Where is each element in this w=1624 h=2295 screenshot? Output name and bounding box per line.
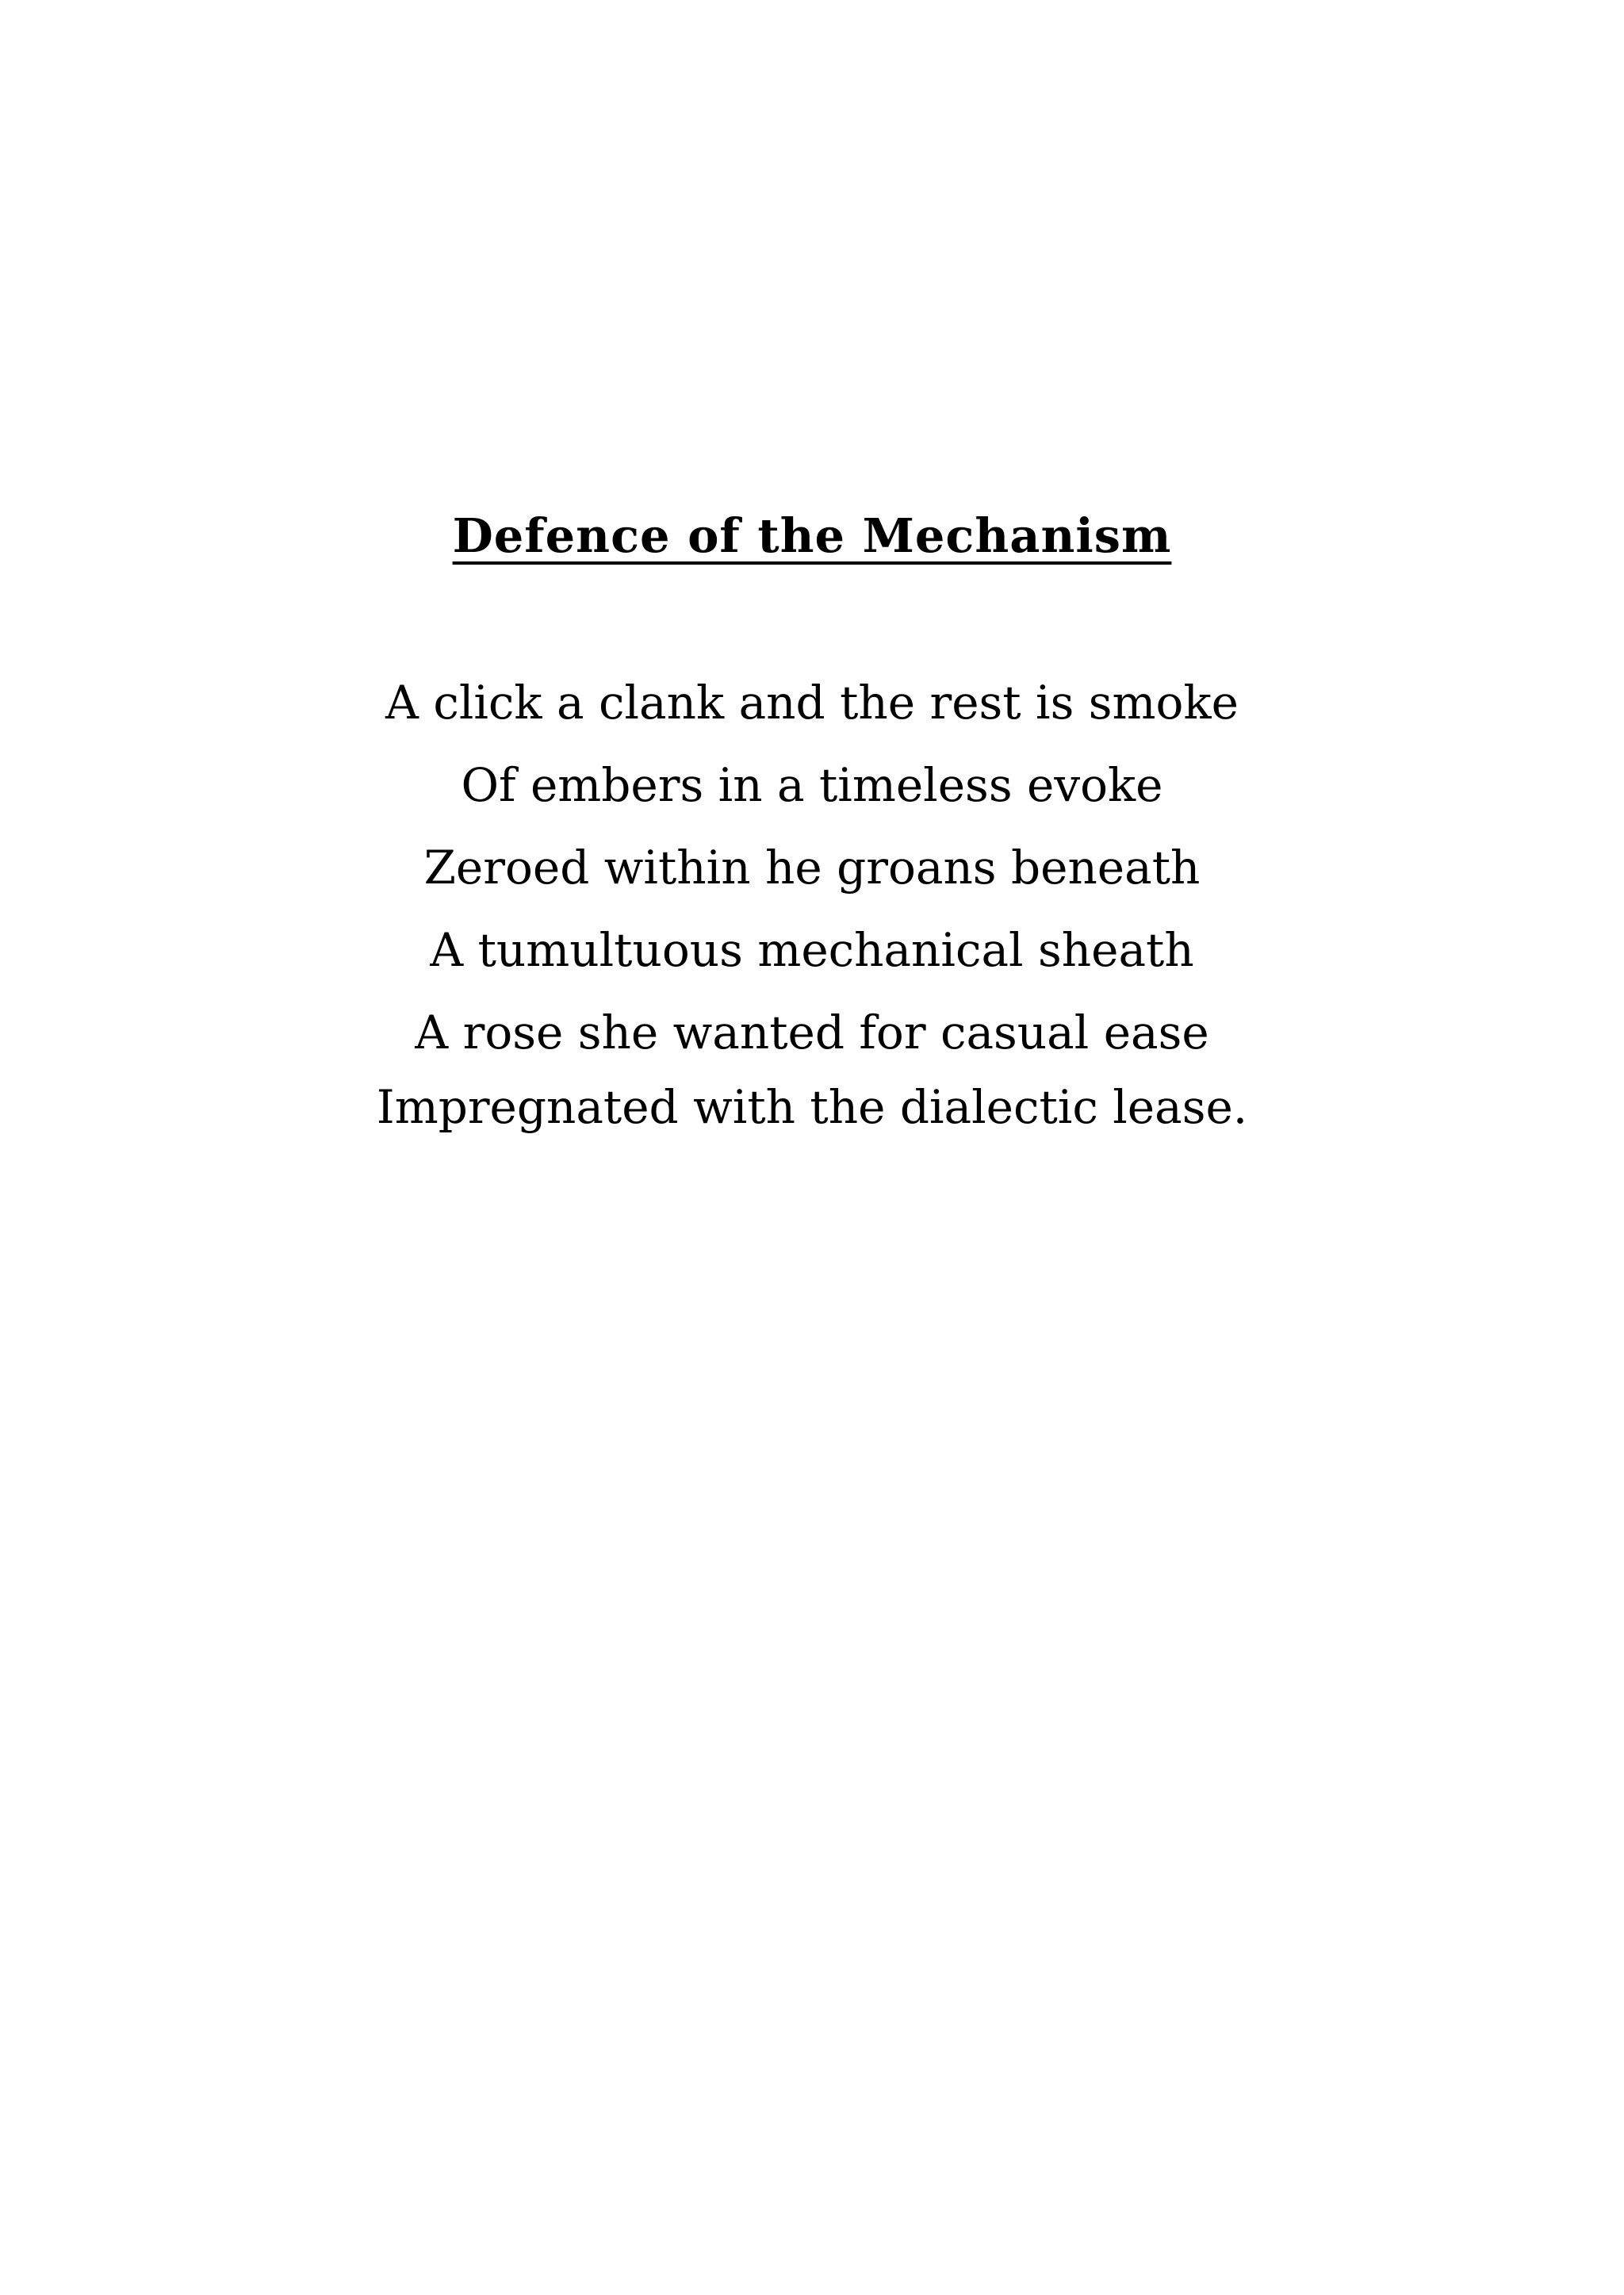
poem-title-text: Defence of the Mechanism bbox=[452, 508, 1172, 563]
poem-line: A tumultuous mechanical sheath bbox=[430, 923, 1194, 977]
poem-line: Of embers in a timeless evoke bbox=[461, 758, 1163, 812]
poem-line: Impregnated with the dialectic lease. bbox=[376, 1080, 1248, 1134]
poem-line: Zeroed within he groans beneath bbox=[423, 841, 1201, 895]
poem-line: A rose she wanted for casual ease bbox=[415, 1006, 1209, 1059]
poem-line: A click a clank and the rest is smoke bbox=[385, 676, 1239, 730]
